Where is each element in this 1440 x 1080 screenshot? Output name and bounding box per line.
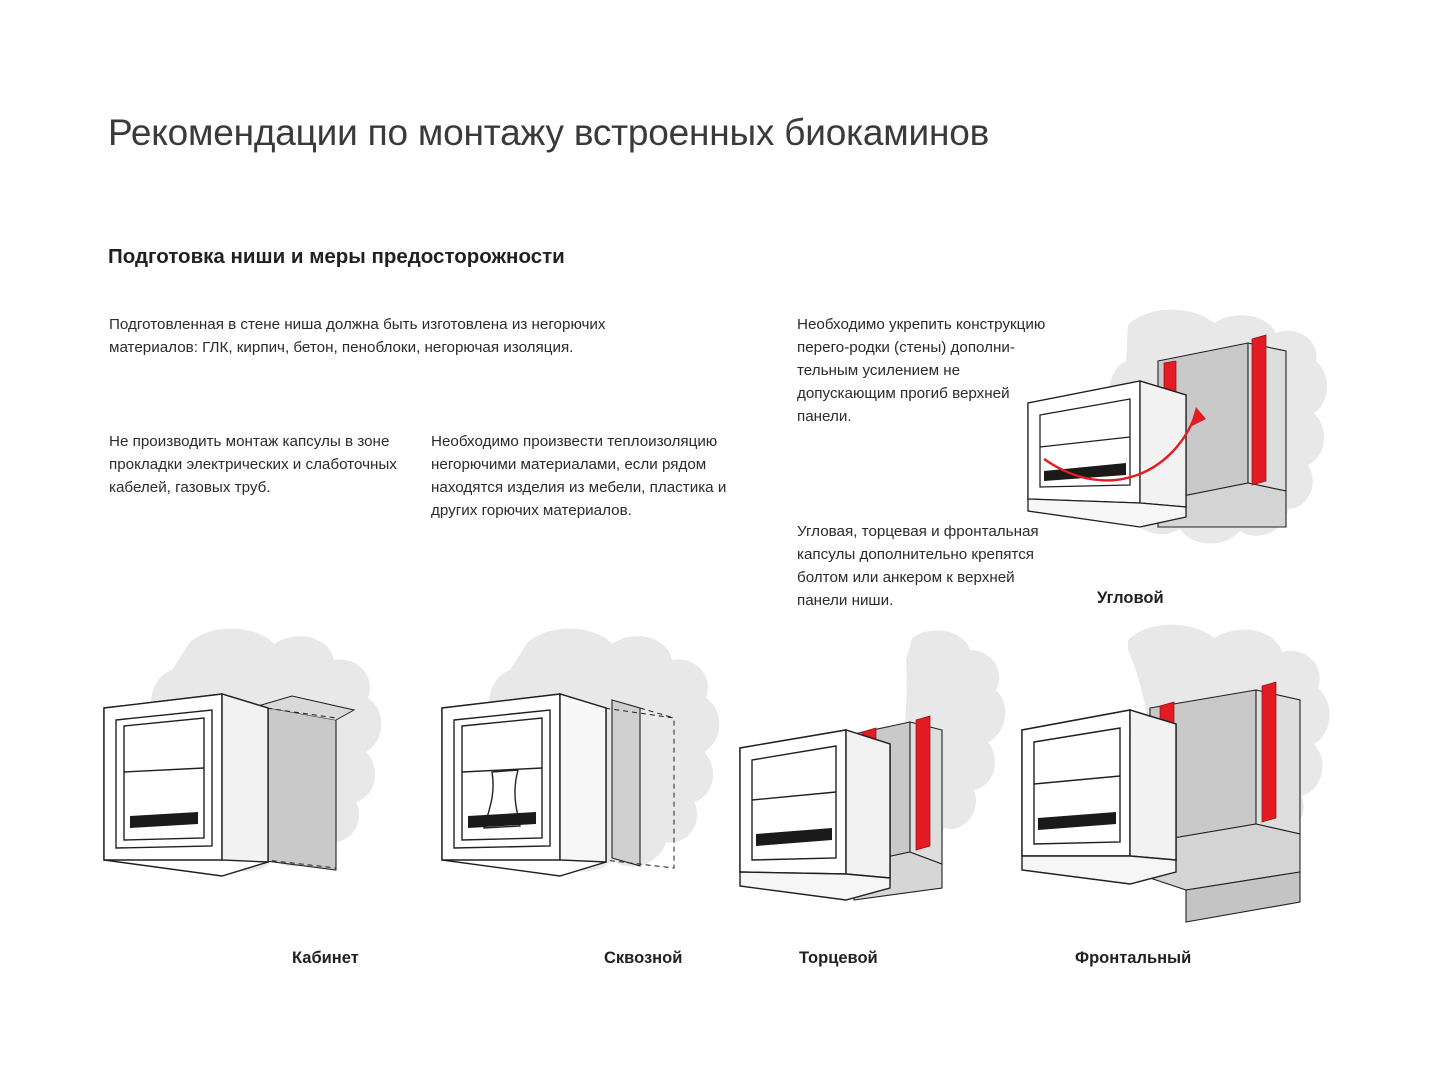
figure-corner-drawing [1000,295,1400,595]
paragraph-no-cables-zone: Не производить монтаж капсулы в зоне прокладки электрических и слаботочных кабелей, газовых труб. [109,433,397,497]
fireplace-capsule-cabinet [104,694,268,876]
caption-front: Фронтальный [1075,949,1192,967]
paragraph-thermal-insulation: Необходимо произвести теплоизоляцию негорючими материалами, если рядом находятся изделия из мебели, пластика и других горючих материалов. [431,433,727,520]
figure-front-drawing [1000,610,1370,940]
fireplace-capsule-front [1022,710,1176,884]
caption-cabinet: Кабинет [292,949,359,967]
caption-corner: Угловой [1097,589,1164,607]
figure-through [424,620,754,940]
figure-end [726,620,1026,940]
niche-wall-through [612,700,640,866]
figure-end-drawing [726,620,1026,940]
fireplace-capsule-corner [1028,381,1186,527]
figure-through-drawing [424,620,754,940]
page-title: Рекомендации по монтажу встроенных биокаминов [108,112,990,153]
figure-cabinet-drawing [86,620,416,940]
fireplace-capsule-through [442,694,606,876]
caption-end: Торцевой [799,949,878,967]
section-subtitle: Подготовка ниши и меры предосторожности [108,245,565,268]
figure-front [1000,610,1370,940]
paragraph-reinforce-partition: Необходимо укрепить конструкцию перего-родки (стены) дополни-тельным усилением не допускающим прогиб верхней панели. [797,316,1046,426]
paragraph-bolt-anchor-fixing: Угловая, торцевая и фронтальная капсулы дополнительно крепятся болтом или анкером к верхней панели ниши. [797,523,1039,610]
caption-through: Сквозной [604,949,683,967]
figure-cabinet [86,620,416,940]
figure-corner [1000,295,1400,595]
fireplace-capsule-end [740,730,890,900]
paragraph-niche-materials: Подготовленная в стене ниша должна быть изготовлена из негорючих материалов: ГЛК, кирпич, бетон, пеноблоки, негорючая изоляция. [109,316,606,357]
